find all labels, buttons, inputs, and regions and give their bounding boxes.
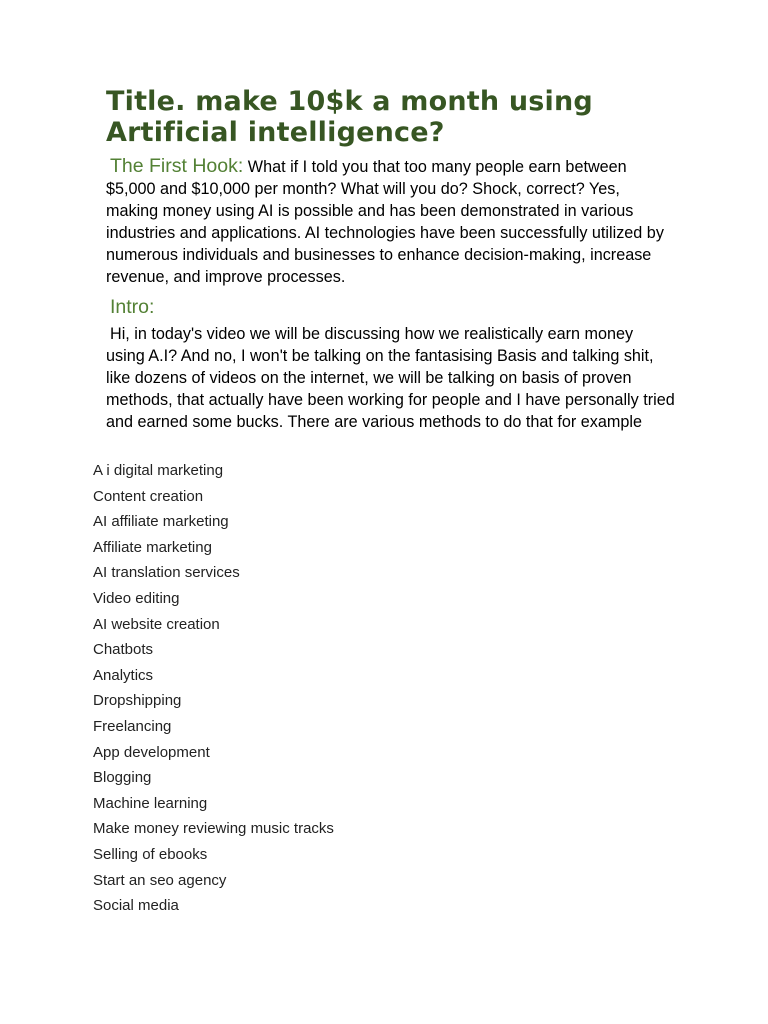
list-item: Selling of ebooks xyxy=(93,845,208,863)
list-item: App development xyxy=(93,743,210,761)
intro-paragraph: Hi, in today's video we will be discussing how we realistically earn money using A.I? And no, I won't be talking on the fantasising Basis and talking shit, like dozens of videos on the internet, we will be talking on basis of proven methods, that actually have been working for people and I have personally tried and earned some bucks. There are various methods to do that for example xyxy=(106,325,675,431)
list-item: Freelancing xyxy=(93,717,172,735)
list-item: Blogging xyxy=(93,769,152,787)
list-item: Social media xyxy=(93,897,179,915)
document-title: Title. make 10$k a month using Artificial intelligence? xyxy=(106,86,593,148)
list-item: Start an seo agency xyxy=(93,871,227,889)
list-item: AI translation services xyxy=(93,564,240,582)
hook-heading: The First Hook: xyxy=(110,155,244,177)
list-item: AI website creation xyxy=(93,615,220,633)
methods-list xyxy=(93,460,334,921)
list-item: AI affiliate marketing xyxy=(93,513,229,531)
list-item: Dropshipping xyxy=(93,692,182,710)
list-item: Make money reviewing music tracks xyxy=(93,820,334,838)
list-item: Content creation xyxy=(93,487,204,505)
list-item: Machine learning xyxy=(93,794,208,812)
list-item: Affiliate marketing xyxy=(93,538,212,556)
hook-text: What if I told you that too many people earn between $5,000 and $10,000 per month? What will you do? Shock, correct? Yes, making money using AI is possible and has been demonstrated in various industries and applications. AI technologies have been successfully utilized by numerous individuals and businesses to enhance decision-making, increase revenue, and improve processes. xyxy=(106,158,664,286)
hook-paragraph xyxy=(106,155,668,288)
list-item: Video editing xyxy=(93,589,180,607)
list-item: Chatbots xyxy=(93,641,154,659)
list-item: Analytics xyxy=(93,666,154,684)
intro-heading: Intro: xyxy=(110,296,155,318)
list-item: A i digital marketing xyxy=(93,462,224,479)
